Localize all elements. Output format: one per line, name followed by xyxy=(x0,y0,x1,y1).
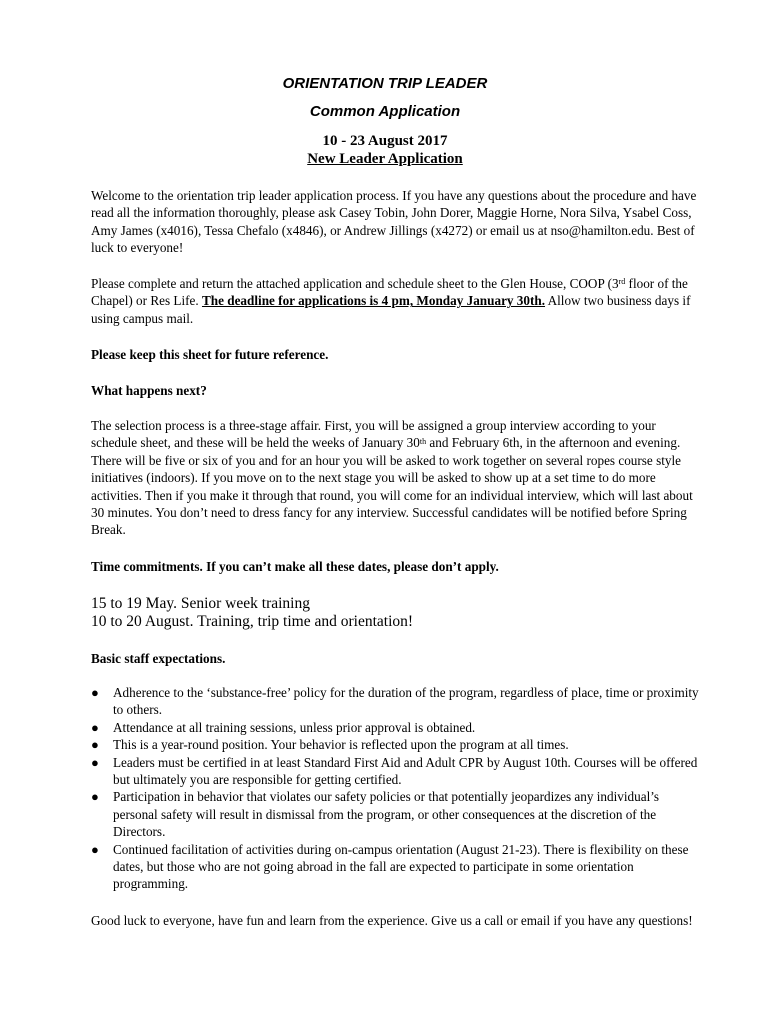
bullet-icon: ● xyxy=(91,754,99,770)
document-subtitle: Common Application xyxy=(309,103,461,120)
selection-text-b: and February 6th, in the afternoon and evening. There will be five or six of you and for an hour you will be asked to work together on several ropes course style initiatives (indoors). If you move on to the next stage you will be asked to show up at a set time to do more activities. Then if you make it through that round, you will come for an individual interview, which will last about 30 minutes. You don’t need to dress fancy for any interview. Successful candidates will be notified before Spring Break. xyxy=(91,435,693,538)
expectations-heading: Basic staff expectations. xyxy=(91,651,226,666)
closing-paragraph: Good luck to everyone, have fun and learn from the experience. Give us a call or email if you have any questions! xyxy=(91,913,693,928)
submission-sup: rd xyxy=(618,277,626,287)
expectation-text: Participation in behavior that violates our safety policies or that potentially jeopardizes any individual’s personal safety will result in dismissal from the program, or other consequences at the discretion of the Directors. xyxy=(113,789,660,840)
list-item xyxy=(91,684,701,719)
next-heading: What happens next? xyxy=(91,383,207,398)
application-type: New Leader Application xyxy=(307,151,463,167)
list-item xyxy=(91,788,701,840)
document-title: ORIENTATION TRIP LEADER xyxy=(282,75,488,92)
expectation-text: Adherence to the ‘substance-free’ policy for the duration of the program, regardless of place, time or proximity to others. xyxy=(113,685,699,718)
expectation-text: Continued facilitation of activities during on-campus orientation (August 21-23). There is flexibility on these dates, but those who are not going abroad in the fall are expected to participate in some orientation programming. xyxy=(113,841,689,892)
bullet-icon: ● xyxy=(91,719,99,735)
expectation-text: Leaders must be certified in at least Standard First Aid and Adult CPR by August 10th. Courses will be offered but ultimately you are responsible for getting certified. xyxy=(113,754,698,788)
list-item xyxy=(91,736,701,753)
program-dates: 10 - 23 August 2017 xyxy=(322,133,448,149)
date-item: 15 to 19 May. Senior week training xyxy=(91,595,310,612)
expectations-list xyxy=(91,684,701,893)
bullet-icon: ● xyxy=(91,737,99,753)
application-type-wrap xyxy=(0,150,770,168)
bullet-icon: ● xyxy=(91,685,99,700)
intro-paragraph: Welcome to the orientation trip leader application process. If you have any questions about the procedure and have read all the information thoroughly, please ask Casey Tobin, John Dorer, Maggie Horne, Nora Silva, Ysabel Coss, Amy James (x4016), Tessa Chefalo (x4846), or Andrew Jillings (x4272) or email us at nso@hamilton.edu. Best of luck to everyone! xyxy=(91,188,697,256)
list-item xyxy=(91,754,701,789)
list-item xyxy=(91,719,701,736)
bullet-icon: ● xyxy=(91,841,99,857)
keep-sheet-note: Please keep this sheet for future reference. xyxy=(91,347,329,362)
selection-paragraph xyxy=(91,417,701,539)
submission-text-a: Please complete and return the attached application and schedule sheet to the Glen House, COOP (3 xyxy=(91,276,619,291)
list-item xyxy=(91,841,701,893)
time-commitments-heading: Time commitments. If you can’t make all these dates, please don’t apply. xyxy=(91,559,499,574)
submission-text-b: floor of the Chapel) or Res Life. xyxy=(91,276,688,309)
bullet-icon: ● xyxy=(91,789,99,805)
date-item: 10 to 20 August. Training, trip time and orientation! xyxy=(91,613,414,630)
submission-paragraph xyxy=(91,275,701,327)
expectation-text: This is a year-round position. Your behavior is reflected upon the program at all times. xyxy=(113,737,569,753)
deadline-text: The deadline for applications is 4 pm, Monday January 30th. xyxy=(201,293,546,309)
submission-text-c: Allow two business days if using campus mail. xyxy=(91,293,691,326)
selection-sup: th xyxy=(419,436,427,446)
expectation-text: Attendance at all training sessions, unless prior approval is obtained. xyxy=(113,719,476,735)
selection-text-a: The selection process is a three-stage affair. First, you will be assigned a group interview according to your schedule sheet, and these will be held the weeks of January 30 xyxy=(91,418,656,451)
